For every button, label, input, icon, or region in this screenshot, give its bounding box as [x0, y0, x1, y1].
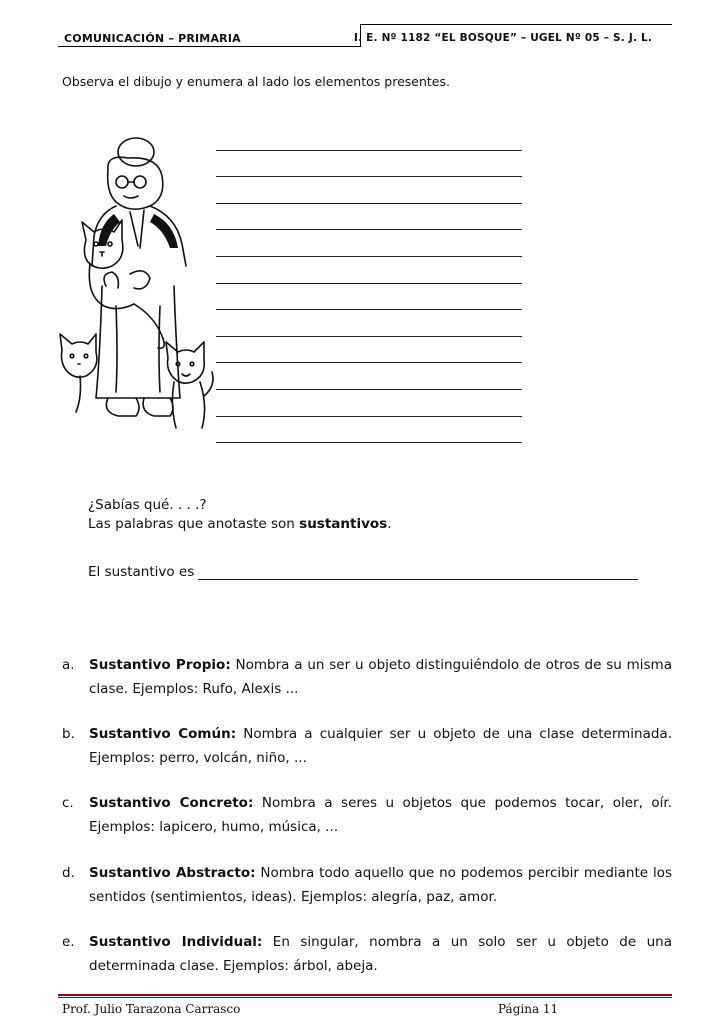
answer-line[interactable]	[216, 230, 522, 257]
answer-line[interactable]	[216, 337, 522, 364]
item-letter: d.	[62, 865, 75, 881]
item-letter: c.	[62, 795, 74, 811]
answer-line[interactable]	[216, 257, 522, 284]
item-text	[89, 791, 672, 839]
answer-line[interactable]	[216, 390, 522, 417]
palabras-prefix: Las palabras que anotaste son	[88, 516, 300, 532]
item-term: Sustantivo Abstracto:	[89, 865, 256, 881]
header-school: I. E. Nº 1182 “EL BOSQUE” – UGEL Nº 05 – S. J. L.	[354, 32, 653, 44]
grandma-cats-illustration	[58, 136, 218, 436]
item-description: Nombra a seres u objetos que podemos tocar, oler, oír. Ejemplos: lapicero, humo, música, ...	[89, 795, 673, 835]
item-term: Sustantivo Individual:	[89, 934, 263, 950]
header-rule-right	[360, 24, 672, 25]
answer-lines	[216, 124, 522, 443]
item-description: Nombra a cualquier ser u objeto de una clase determinada. Ejemplos: perro, volcán, niño, ...	[89, 726, 672, 766]
definition-blank[interactable]	[198, 565, 638, 580]
answer-line[interactable]	[216, 417, 522, 444]
page-number: Página 11	[498, 1002, 559, 1016]
item-term: Sustantivo Común:	[89, 726, 237, 742]
palabras-keyword: sustantivos	[299, 516, 388, 532]
item-description: En singular, nombra a un solo ser u objeto de una determinada clase. Ejemplos: árbol, abeja.	[89, 934, 673, 974]
list-item	[62, 930, 672, 978]
item-text	[89, 930, 672, 978]
item-text	[89, 861, 672, 909]
list-item	[62, 722, 672, 770]
definition-label: El sustantivo es	[88, 564, 195, 580]
answer-line[interactable]	[216, 204, 522, 231]
item-letter: b.	[62, 726, 75, 742]
item-text	[89, 653, 672, 701]
list-item	[62, 653, 672, 701]
footer-rule-thin	[58, 997, 672, 998]
list-item	[62, 861, 672, 909]
header-rule-left	[58, 46, 360, 47]
answer-line[interactable]	[216, 151, 522, 178]
footer-author: Prof. Julio Tarazona Carrasco	[62, 1002, 241, 1016]
item-description: Nombra todo aquello que no podemos percibir mediante los sentidos (sentimientos, ideas). Ejemplos: alegría, paz, amor.	[89, 865, 672, 905]
instruction-text: Observa el dibujo y enumera al lado los elementos presentes.	[62, 74, 450, 89]
header-subject: COMUNICACIÓN – PRIMARIA	[64, 32, 241, 45]
footer-rule	[58, 994, 672, 996]
palabras-sentence	[88, 516, 392, 532]
answer-line[interactable]	[216, 363, 522, 390]
palabras-suffix: .	[387, 516, 392, 532]
item-term: Sustantivo Concreto:	[89, 795, 254, 811]
item-text	[89, 722, 672, 770]
page-header	[58, 24, 670, 46]
answer-line[interactable]	[216, 310, 522, 337]
item-description: Nombra a un ser u objeto distinguiéndolo de otros de su misma clase. Ejemplos: Rufo, Alexis ...	[89, 657, 672, 697]
definition-prompt	[88, 564, 648, 580]
answer-line[interactable]	[216, 284, 522, 311]
answer-line[interactable]	[216, 124, 522, 151]
item-term: Sustantivo Propio:	[89, 657, 231, 673]
answer-line[interactable]	[216, 177, 522, 204]
item-letter: e.	[62, 934, 75, 950]
list-item	[62, 791, 672, 839]
item-letter: a.	[62, 657, 75, 673]
sabias-que-heading: ¿Sabías qué. . . .?	[88, 497, 207, 513]
